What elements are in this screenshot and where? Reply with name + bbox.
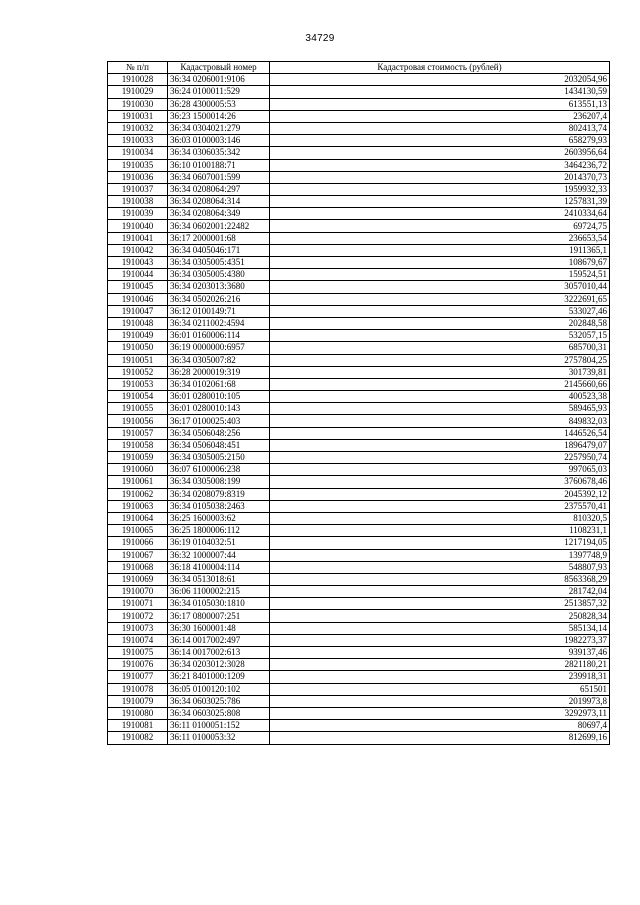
cadastral-number-cell: 36:11 0100051:152 (168, 720, 270, 732)
table-row (108, 183, 610, 195)
cadastral-number-cell: 36:05 0100120:102 (168, 683, 270, 695)
cadastral-value-cell: 2513857,32 (270, 598, 610, 610)
row-number-cell: 1910039 (108, 208, 168, 220)
row-number-cell: 1910077 (108, 671, 168, 683)
table-row (108, 695, 610, 707)
row-number-cell: 1910070 (108, 586, 168, 598)
row-number-cell: 1910041 (108, 232, 168, 244)
cadastral-number-cell: 36:34 0102061:68 (168, 378, 270, 390)
table-row (108, 512, 610, 524)
cadastral-number-cell: 36:34 0602001:22482 (168, 220, 270, 232)
cadastral-number-cell: 36:18 4100004:114 (168, 561, 270, 573)
table-body (108, 74, 610, 744)
cadastral-number-cell: 36:34 0603025:786 (168, 695, 270, 707)
row-number-cell: 1910028 (108, 74, 168, 86)
cadastral-number-cell: 36:01 0160006:114 (168, 330, 270, 342)
table-row (108, 196, 610, 208)
cadastral-value-cell: 2757804,25 (270, 354, 610, 366)
table-row (108, 281, 610, 293)
table-row (108, 634, 610, 646)
row-number-cell: 1910032 (108, 122, 168, 134)
cadastral-number-cell: 36:14 0017002:497 (168, 634, 270, 646)
cadastral-number-cell: 36:34 0211002:4594 (168, 317, 270, 329)
cadastral-number-cell: 36:34 0306035:342 (168, 147, 270, 159)
table-row (108, 622, 610, 634)
cadastral-number-cell: 36:23 1500014:26 (168, 110, 270, 122)
table-row (108, 391, 610, 403)
cadastral-value-cell: 236653,54 (270, 232, 610, 244)
cadastral-value-cell: 1397748,9 (270, 549, 610, 561)
table-row (108, 537, 610, 549)
row-number-cell: 1910035 (108, 159, 168, 171)
table-row (108, 122, 610, 134)
cadastral-number-cell: 36:11 0100053:32 (168, 732, 270, 744)
row-number-cell: 1910074 (108, 634, 168, 646)
row-number-cell: 1910042 (108, 244, 168, 256)
cadastral-value-cell: 1911365,1 (270, 244, 610, 256)
cadastral-value-cell: 239918,31 (270, 671, 610, 683)
table-row (108, 208, 610, 220)
cadastral-number-cell: 36:34 0603025:808 (168, 707, 270, 719)
cadastral-number-cell: 36:06 1100002:215 (168, 586, 270, 598)
cadastral-value-cell: 3057010,44 (270, 281, 610, 293)
table-row (108, 439, 610, 451)
cadastral-value-cell: 3760678,46 (270, 476, 610, 488)
cadastral-value-cell: 400523,38 (270, 391, 610, 403)
row-number-cell: 1910078 (108, 683, 168, 695)
row-number-cell: 1910045 (108, 281, 168, 293)
cadastral-number-cell: 36:25 1600003:62 (168, 512, 270, 524)
cadastral-value-cell: 1896479,07 (270, 439, 610, 451)
row-number-cell: 1910062 (108, 488, 168, 500)
cadastral-value-cell: 2045392,12 (270, 488, 610, 500)
cadastral-value-cell: 69724,75 (270, 220, 610, 232)
row-number-cell: 1910069 (108, 573, 168, 585)
row-number-cell: 1910030 (108, 98, 168, 110)
cadastral-number-cell: 36:34 0203012:3028 (168, 659, 270, 671)
cadastral-value-cell: 589465,93 (270, 403, 610, 415)
cadastral-number-cell: 36:17 0100025:403 (168, 415, 270, 427)
page-number: 34729 (305, 33, 335, 44)
cadastral-number-cell: 36:34 0405046:171 (168, 244, 270, 256)
cadastral-number-cell: 36:34 0305005:4351 (168, 257, 270, 269)
cadastral-value-cell: 2375570,41 (270, 500, 610, 512)
cadastral-number-cell: 36:17 0800007:251 (168, 610, 270, 622)
row-number-cell: 1910064 (108, 512, 168, 524)
cadastral-number-cell: 36:12 0100149:71 (168, 305, 270, 317)
cadastral-value-cell: 658279,93 (270, 135, 610, 147)
cadastral-number-cell: 36:10 0100188:71 (168, 159, 270, 171)
cadastral-value-cell: 1108231,1 (270, 525, 610, 537)
cadastral-value-cell: 1434130,59 (270, 86, 610, 98)
table-row (108, 488, 610, 500)
cadastral-number-cell: 36:34 0305005:2150 (168, 452, 270, 464)
row-number-cell: 1910038 (108, 196, 168, 208)
row-number-cell: 1910054 (108, 391, 168, 403)
row-number-cell: 1910075 (108, 647, 168, 659)
row-number-cell: 1910067 (108, 549, 168, 561)
row-number-cell: 1910060 (108, 464, 168, 476)
cadastral-value-cell: 250828,34 (270, 610, 610, 622)
table-row (108, 720, 610, 732)
cadastral-number-cell: 36:34 0208064:297 (168, 183, 270, 195)
row-number-cell: 1910043 (108, 257, 168, 269)
cadastral-number-cell: 36:34 0208079:8319 (168, 488, 270, 500)
table-row (108, 220, 610, 232)
table-row (108, 135, 610, 147)
table-row (108, 647, 610, 659)
table-row (108, 98, 610, 110)
cadastral-value-cell: 849832,03 (270, 415, 610, 427)
cadastral-number-cell: 36:34 0304021:279 (168, 122, 270, 134)
cadastral-value-cell: 281742,04 (270, 586, 610, 598)
row-number-cell: 1910071 (108, 598, 168, 610)
table-row (108, 147, 610, 159)
cadastral-value-cell: 301739,81 (270, 366, 610, 378)
cadastral-value-cell: 2032054,96 (270, 74, 610, 86)
row-number-cell: 1910056 (108, 415, 168, 427)
table-row (108, 366, 610, 378)
column-header-row-number: № п/п (108, 62, 168, 74)
cadastral-number-cell: 36:32 1000007:44 (168, 549, 270, 561)
row-number-cell: 1910065 (108, 525, 168, 537)
table-row (108, 342, 610, 354)
cadastral-number-cell: 36:19 0000000:6957 (168, 342, 270, 354)
table-row (108, 269, 610, 281)
row-number-cell: 1910072 (108, 610, 168, 622)
table-row (108, 659, 610, 671)
table-row (108, 549, 610, 561)
cadastral-value-cell: 812699,16 (270, 732, 610, 744)
row-number-cell: 1910059 (108, 452, 168, 464)
table-row (108, 671, 610, 683)
cadastral-value-cell: 202848,58 (270, 317, 610, 329)
table-row (108, 159, 610, 171)
cadastral-number-cell: 36:28 4300005:53 (168, 98, 270, 110)
row-number-cell: 1910029 (108, 86, 168, 98)
table-row (108, 598, 610, 610)
cadastral-number-cell: 36:19 0104032:51 (168, 537, 270, 549)
row-number-cell: 1910052 (108, 366, 168, 378)
table-row (108, 476, 610, 488)
table-row (108, 110, 610, 122)
row-number-cell: 1910079 (108, 695, 168, 707)
cadastral-value-cell: 548807,93 (270, 561, 610, 573)
row-number-cell: 1910057 (108, 427, 168, 439)
cadastral-number-cell: 36:17 2000001:68 (168, 232, 270, 244)
table-row (108, 586, 610, 598)
cadastral-value-cell: 585134,14 (270, 622, 610, 634)
cadastral-value-cell: 685700,31 (270, 342, 610, 354)
table-row (108, 330, 610, 342)
table-row (108, 500, 610, 512)
cadastral-number-cell: 36:28 2000019:319 (168, 366, 270, 378)
cadastral-value-cell: 532057,15 (270, 330, 610, 342)
table-header-row (108, 62, 610, 74)
cadastral-number-cell: 36:25 1800006:112 (168, 525, 270, 537)
cadastral-value-cell: 2603956,64 (270, 147, 610, 159)
row-number-cell: 1910082 (108, 732, 168, 744)
cadastral-value-cell: 2257950,74 (270, 452, 610, 464)
row-number-cell: 1910058 (108, 439, 168, 451)
row-number-cell: 1910033 (108, 135, 168, 147)
cadastral-value-table (107, 61, 610, 745)
cadastral-value-cell: 1446526,54 (270, 427, 610, 439)
row-number-cell: 1910034 (108, 147, 168, 159)
cadastral-number-cell: 36:34 0208064:314 (168, 196, 270, 208)
cadastral-number-cell: 36:34 0513018:61 (168, 573, 270, 585)
table-row (108, 232, 610, 244)
row-number-cell: 1910061 (108, 476, 168, 488)
cadastral-value-cell: 1257831,39 (270, 196, 610, 208)
cadastral-number-cell: 36:34 0506048:451 (168, 439, 270, 451)
table-row (108, 683, 610, 695)
table-row (108, 573, 610, 585)
column-header-cadastral-number: Кадастровый номер (168, 62, 270, 74)
table-row (108, 561, 610, 573)
cadastral-value-cell: 1982273,37 (270, 634, 610, 646)
cadastral-value-cell: 3292973,11 (270, 707, 610, 719)
row-number-cell: 1910063 (108, 500, 168, 512)
cadastral-number-cell: 36:34 0305007:82 (168, 354, 270, 366)
cadastral-value-cell: 3464236,72 (270, 159, 610, 171)
table-row (108, 403, 610, 415)
cadastral-value-cell: 2410334,64 (270, 208, 610, 220)
table-row (108, 293, 610, 305)
cadastral-number-cell: 36:34 0105030:1810 (168, 598, 270, 610)
table-row (108, 317, 610, 329)
table-row (108, 707, 610, 719)
row-number-cell: 1910040 (108, 220, 168, 232)
cadastral-number-cell: 36:34 0208064:349 (168, 208, 270, 220)
row-number-cell: 1910076 (108, 659, 168, 671)
table-row (108, 415, 610, 427)
row-number-cell: 1910073 (108, 622, 168, 634)
cadastral-value-cell: 236207,4 (270, 110, 610, 122)
cadastral-value-cell: 2821180,21 (270, 659, 610, 671)
cadastral-number-cell: 36:34 0305005:4380 (168, 269, 270, 281)
row-number-cell: 1910047 (108, 305, 168, 317)
row-number-cell: 1910046 (108, 293, 168, 305)
cadastral-number-cell: 36:07 6100006:238 (168, 464, 270, 476)
table-row (108, 86, 610, 98)
row-number-cell: 1910050 (108, 342, 168, 354)
cadastral-number-cell: 36:34 0607001:599 (168, 171, 270, 183)
table-row (108, 171, 610, 183)
row-number-cell: 1910055 (108, 403, 168, 415)
cadastral-value-cell: 80697,4 (270, 720, 610, 732)
cadastral-number-cell: 36:21 8401000:1209 (168, 671, 270, 683)
cadastral-number-cell: 36:34 0305008:199 (168, 476, 270, 488)
cadastral-number-cell: 36:34 0203013:3680 (168, 281, 270, 293)
cadastral-value-cell: 533027,46 (270, 305, 610, 317)
column-header-cadastral-value: Кадастровая стоимость (рублей) (270, 62, 610, 74)
table-row (108, 74, 610, 86)
cadastral-number-cell: 36:01 0280010:105 (168, 391, 270, 403)
row-number-cell: 1910031 (108, 110, 168, 122)
cadastral-value-cell: 1959932,33 (270, 183, 610, 195)
row-number-cell: 1910066 (108, 537, 168, 549)
cadastral-number-cell: 36:34 0206001:9106 (168, 74, 270, 86)
cadastral-value-cell: 939137,46 (270, 647, 610, 659)
cadastral-value-cell: 997065,03 (270, 464, 610, 476)
cadastral-number-cell: 36:34 0502026:216 (168, 293, 270, 305)
table-row (108, 378, 610, 390)
row-number-cell: 1910080 (108, 707, 168, 719)
table-row (108, 257, 610, 269)
cadastral-value-cell: 613551,13 (270, 98, 610, 110)
row-number-cell: 1910036 (108, 171, 168, 183)
table-row (108, 244, 610, 256)
row-number-cell: 1910068 (108, 561, 168, 573)
cadastral-value-cell: 802413,74 (270, 122, 610, 134)
row-number-cell: 1910081 (108, 720, 168, 732)
row-number-cell: 1910037 (108, 183, 168, 195)
cadastral-value-cell: 3222691,65 (270, 293, 610, 305)
cadastral-value-cell: 8563368,29 (270, 573, 610, 585)
table-row (108, 464, 610, 476)
cadastral-number-cell: 36:03 0100003:146 (168, 135, 270, 147)
table-row (108, 610, 610, 622)
row-number-cell: 1910044 (108, 269, 168, 281)
row-number-cell: 1910053 (108, 378, 168, 390)
row-number-cell: 1910048 (108, 317, 168, 329)
cadastral-number-cell: 36:24 0100011:529 (168, 86, 270, 98)
cadastral-value-cell: 108679,67 (270, 257, 610, 269)
row-number-cell: 1910051 (108, 354, 168, 366)
table-row (108, 427, 610, 439)
cadastral-number-cell: 36:34 0506048:256 (168, 427, 270, 439)
cadastral-value-cell: 2019973,8 (270, 695, 610, 707)
table-row (108, 452, 610, 464)
cadastral-value-cell: 810320,5 (270, 512, 610, 524)
cadastral-number-cell: 36:14 0017002:613 (168, 647, 270, 659)
cadastral-value-cell: 2145660,66 (270, 378, 610, 390)
row-number-cell: 1910049 (108, 330, 168, 342)
cadastral-number-cell: 36:30 1600001:48 (168, 622, 270, 634)
table-row (108, 354, 610, 366)
cadastral-value-cell: 159524,51 (270, 269, 610, 281)
cadastral-value-cell: 1217194,05 (270, 537, 610, 549)
cadastral-value-cell: 651501 (270, 683, 610, 695)
table-row (108, 732, 610, 744)
cadastral-number-cell: 36:34 0105038:2463 (168, 500, 270, 512)
table-row (108, 305, 610, 317)
cadastral-number-cell: 36:01 0280010:143 (168, 403, 270, 415)
cadastral-value-cell: 2014370,73 (270, 171, 610, 183)
table-row (108, 525, 610, 537)
